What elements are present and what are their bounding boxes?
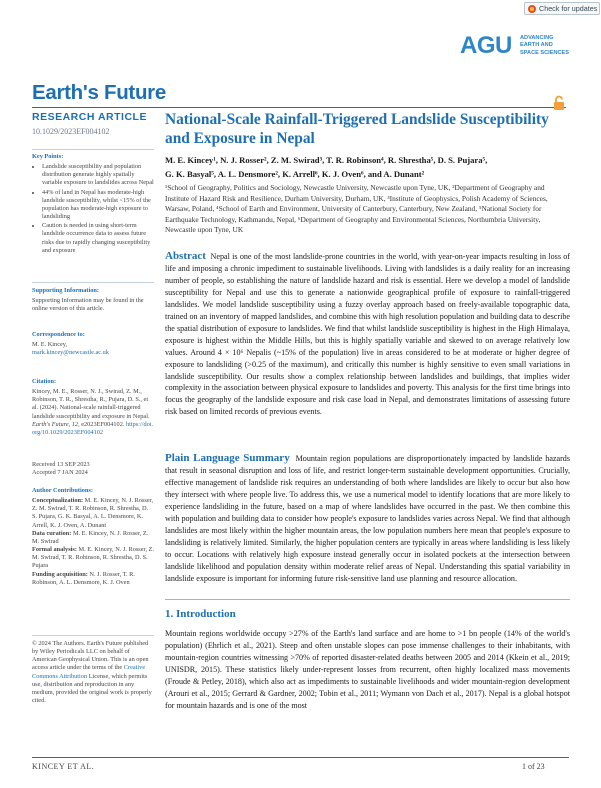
abstract-text: Nepal is one of the most landslide-prone countries in the world, with year-on-year impacts resulting in loss of life and imposing a chronic impediment to sustainable livelihoods. Living with landslides is a daily reality for an increasing number of people, so establishing the nature of landslide hazard and risk is essential. Here we develop a model of landslide susceptibility for Nepal and use this to generate a nationwide geographical profile of exposure to rainfall-triggered landslides. We model landslide susceptibility using a fuzzy overlay approach based on freely-available topographic data, trained on an inventory of mapped landslides, and combine this with high resolution population and building data to describe the spatial distribution of exposure to landslides. We find that whilst landslide susceptibility is highest in the High Himalaya, exposure is highest within the Middle Hills, but this is highly spatially variable and skewed to on average relatively low values. Around 4 × 10⁶ Nepalis (~15% of the population) live in areas considered to be at moderate or higher degree of exposure to landsliding (>0.25 of the maximum), and critically this number is highly sensitive to even small variations in landslide susceptibility. Our results show a complex relationship between landslides and buildings, that implies wider complexity in the association between physical exposure to landslides and poverty. This analysis for the first time brings into focus the geography of the landslide exposure and risk case load in Nepal, and demonstrates limitations of assessing future risk based on limited records of previous events.: [165, 252, 570, 417]
author-list: [165, 153, 570, 181]
key-points: [32, 153, 154, 256]
supporting-heading: Supporting Information:: [32, 287, 100, 294]
citation-text: Kincey, M. E., Rosser, N. J., Swirad, Z. M., Robinson, T. R., Shrestha, R., Pujara, D. S., et al. (2024). National-scale rainfall-triggered landslide susceptibility and exposure in Nepal.: [32, 388, 150, 420]
open-access-icon: [552, 95, 568, 111]
contribution-role: Funding acquisition:: [32, 570, 88, 578]
correspondence-email-link[interactable]: mark.kincey@newcastle.ac.uk: [32, 349, 109, 357]
journal-name: Earth's Future: [32, 81, 166, 104]
license-text: © 2024 The Authors. Earth's Future published by Wiley Periodicals LLC on behalf of American Geophysical Union. This is an open access article under the terms of the: [32, 640, 149, 672]
footer-rule: [32, 757, 569, 758]
pls-heading: Plain Language Summary: [165, 452, 290, 464]
crossmark-icon: [528, 5, 536, 13]
agu-logo-text: AGU: [460, 32, 512, 59]
key-point-item: • 44% of land in Nepal has moderate-high landslide susceptibility, whilst <15% of the population has moderate-high exposure to landsliding: [42, 189, 154, 222]
correspondence: [32, 331, 154, 357]
abstract-heading: Abstract: [165, 250, 206, 262]
article-title: National-Scale Rainfall-Triggered Landslide Susceptibility and Exposure in Nepal: [165, 111, 549, 147]
contribution-names: M. E. Kincey, N. J. Rosser, Z. M. Swirad, T. R. Robinson, R. Shrestha, D. S. Pujara: [32, 546, 154, 570]
contribution-role: Data curation:: [32, 529, 72, 537]
license-text-end: License, which permits use, distribution and reproduction in any medium, provided the original work is properly cited.: [32, 672, 152, 705]
contribution-names: N. J. Rosser, T. R. Robinson, A. L. Densmore, K. J. Oven: [32, 570, 135, 586]
abstract-section: [165, 251, 570, 418]
contributions-heading: Author Contributions:: [32, 487, 93, 494]
header-rule: [32, 107, 566, 108]
plain-language-summary-section: [165, 453, 570, 584]
supporting-text: Supporting Information may be found in the online version of this article.: [32, 297, 144, 313]
citation-article-number: e2023EF004102.: [81, 420, 125, 428]
agu-tagline: ADVANCING EARTH AND SPACE SCIENCES: [520, 35, 570, 56]
license-notice: [32, 640, 154, 705]
check-for-updates-label: Check for updates: [539, 4, 598, 13]
check-for-updates-button[interactable]: [524, 2, 600, 15]
key-point-item: • Caution is needed in using short-term landslide occurrence data to assess future risks due to rapidly changing susceptibility and exposure: [42, 222, 154, 255]
page-number: 1 of 23: [522, 762, 545, 771]
contribution-role: Conceptualization:: [32, 497, 84, 505]
citation: [32, 378, 154, 437]
intro-text: Mountain regions worldwide occupy >27% of the Earth's land surface and are home to >1 bn people (14% of the world's population) (Ehrlich et al., 2021). Steep and often unstable slopes can pose immense challenges to their inhabitants, with mountain-region countries witnessing >70% of reported disaster-related deaths between 2005 and 2014 (Kkein et al., 2019; UNISDR, 2015). These statistics likely under-represent losses from recurrent, often highly localized mass movements (Froude & Petley, 2018), which also act as impediments to sustainable livelihoods and wider mountain-region development (Arouri et al., 2015; Gerrard & Gardner, 2002; Tobin et al., 2011; Wymann von Dach et al., 2017). Nepal is a global hotspot for mountain hazards and is one of the most: [165, 629, 570, 710]
correspondence-heading: Correspondence to:: [32, 331, 85, 338]
agu-logo: [452, 28, 600, 68]
sidebar-rule: [32, 149, 154, 150]
key-points-heading: Key Points:: [32, 153, 64, 160]
license-link[interactable]: Creative Commons Attribution: [32, 664, 146, 680]
intro-rule: [165, 599, 570, 600]
sidebar-rule: [32, 635, 154, 636]
article-doi: 10.1029/2023EF004102: [32, 127, 110, 136]
citation-heading: Citation:: [32, 378, 57, 385]
received-date: Received 13 SEP 2023: [32, 461, 90, 468]
intro-heading: 1. Introduction: [165, 608, 236, 620]
correspondence-name: M. E. Kincey,: [32, 341, 68, 349]
footer-authors: KINCEY ET AL.: [32, 762, 95, 771]
accepted-date: Accepted 7 JAN 2024: [32, 469, 88, 477]
key-point-item: • Landslide susceptibility and population distribution generate highly spatially variable exposure to landslides across Nepal: [42, 163, 154, 187]
affiliations: ¹School of Geography, Politics and Sociology, Newcastle University, Newcastle upon Tyne, UK, ²Department of Geography and Institute of Hazard Risk and Resilience, Durham University, Durham, UK, ³Institute of Geophysics, Polish Academy of Sciences, Warsaw, Poland, ⁴School of Earth and Environment, University of Canterbury, Canterbury, New Zealand, ⁵National Society for Earthquake Technology, Kathmandu, Nepal, ⁶Department of Geography and Environmental Sciences, Northumbria University, Newcastle upon Tyne, UK: [165, 183, 548, 235]
citation-doi-link[interactable]: https://doi.org/10.1029/2023EF004102: [32, 420, 154, 436]
author-line-1: M. E. Kincey¹, N. J. Rosser², Z. M. Swirad³, T. R. Robinson⁴, R. Shrestha⁵, D. S. Pujara⁵,: [165, 155, 488, 165]
contribution-names: M. E. Kincey, N. J. Rosser, Z. M. Swirad, T. R. Robinson, R. Shrestha, D. S. Pujara, G. K. Basyal, A. L. Densmore, K. Arrell, K. J. Oven, A. Dunant: [32, 497, 154, 529]
contribution-role: Formal analysis:: [32, 546, 77, 554]
article-dates: [32, 461, 154, 477]
author-line-2: G. K. Basyal⁵, A. L. Densmore², K. Arrell⁶, K. J. Oven⁶, and A. Dunant²: [165, 169, 425, 179]
contribution-names: M. E. Kincey, N. J. Rosser, Z. M. Swirad: [32, 529, 149, 545]
pls-text: Mountain region populations are disproportionately impacted by landslide hazards that result in seasonal disruption and loss of life, and restrict longer-term sustainable development opportunities. Crucially, effective management of landslide risk requires an understanding of both where landslides are likely to occur but also how they intersect with where people live. To address this, we use a numerical model to identify locations that are more likely to experience landsliding in the future, based on a map of where landslides have occurred in the past. We then combine this with population and building data to consider how people's exposure to landslides varies across Nepal. We find that although landslides are most likely within the higher mountain areas, the low population numbers here mean that people's exposure to landsliding is relatively limited. Similarly, the higher population centers are typically in areas where landsliding is less likely to occur. Locations with relatively high exposure instead generally occur in isolated pockets at the intersection between landslide likelihood and population density within moderate relief areas of Nepal. Understanding this spatial variability in landslide exposure is important for informing future risk-sensitive land use planning and resource allocation.: [165, 454, 570, 583]
citation-journal: Earth's Future, 12,: [32, 420, 80, 428]
article-type: RESEARCH ARTICLE: [32, 111, 147, 123]
supporting-information: [32, 287, 154, 313]
author-contributions: [32, 487, 154, 587]
sidebar-rule: [32, 282, 154, 283]
